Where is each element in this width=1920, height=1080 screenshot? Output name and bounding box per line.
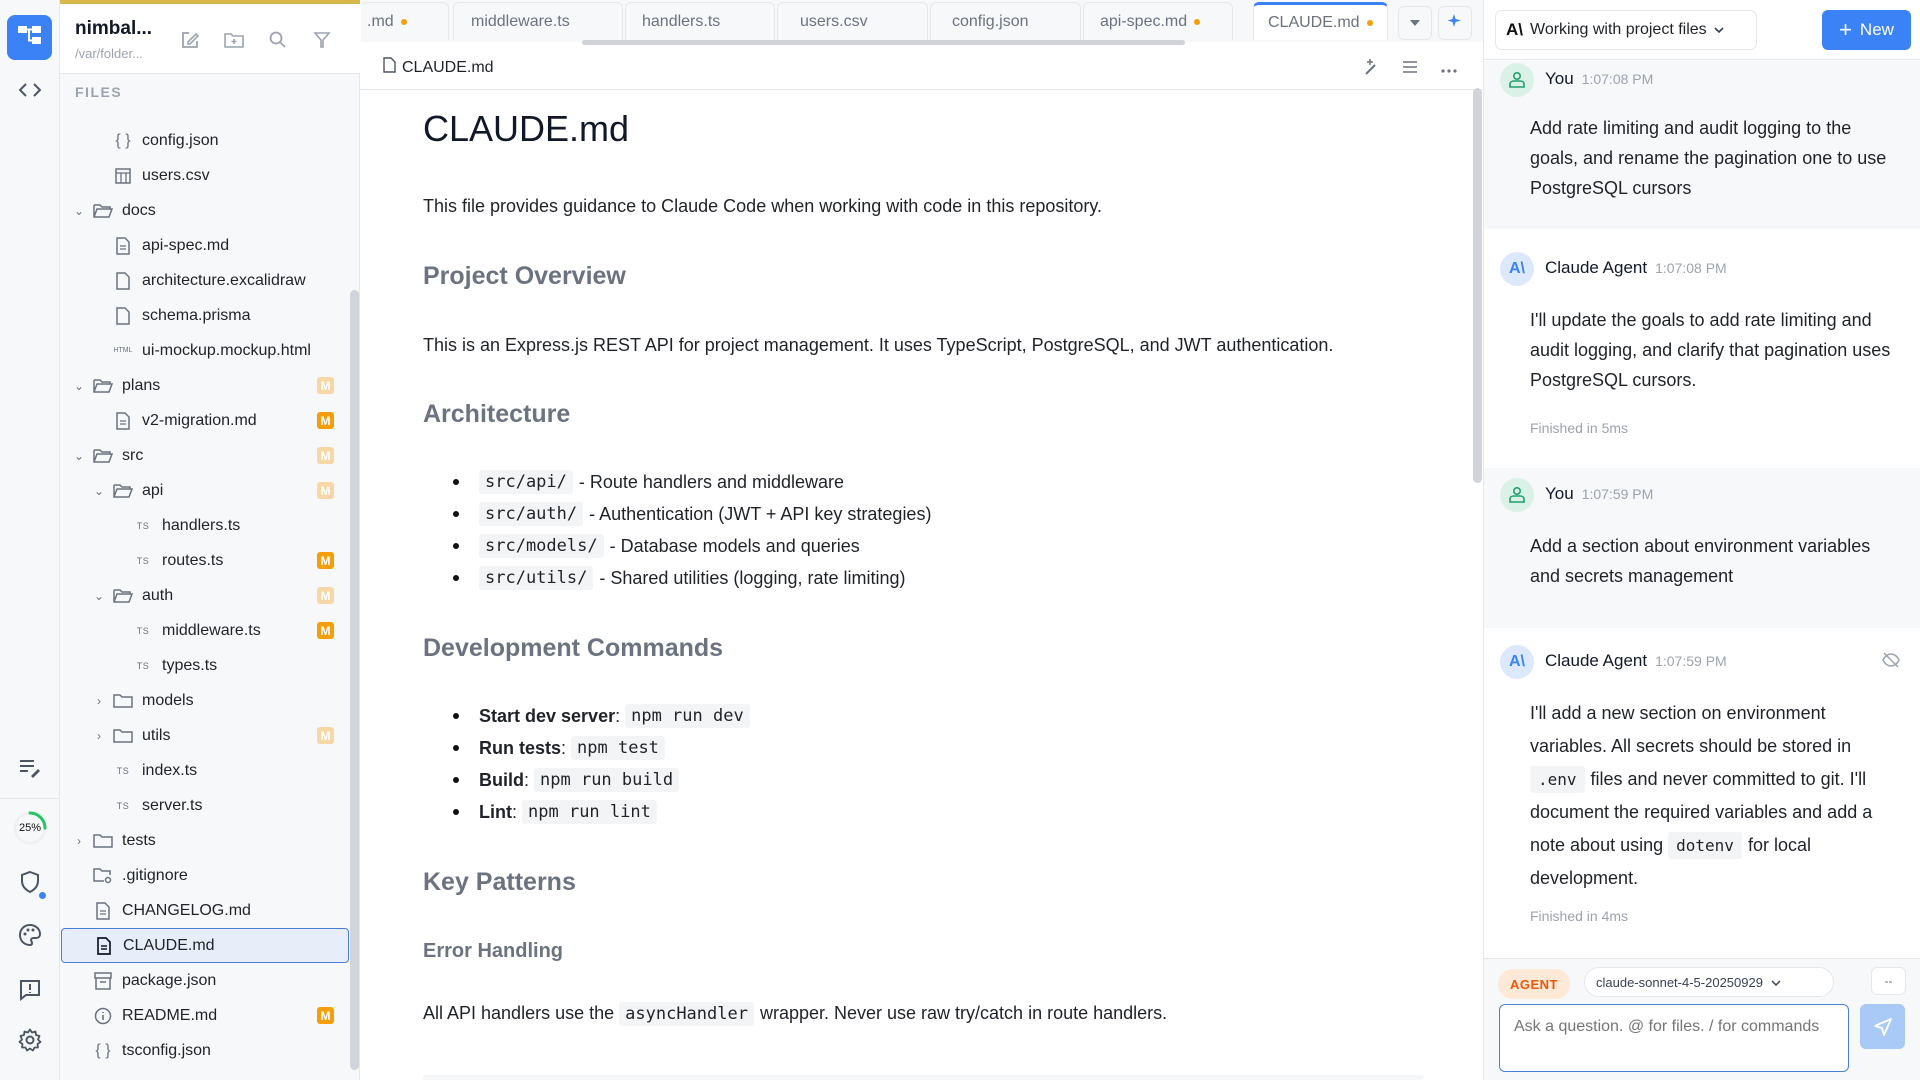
tree-item-package-json[interactable]: package.json (60, 963, 350, 998)
tree-item-middleware-ts[interactable]: TS middleware.ts M (60, 613, 350, 648)
magic-wand-button[interactable] (1357, 55, 1385, 83)
message-author: You 1:07:08 PM (1545, 69, 1654, 88)
table-icon (112, 166, 134, 186)
heading-key-patterns: Key Patterns (423, 868, 576, 896)
folder-open-icon (92, 376, 114, 396)
list-item: Lint : npm run lint (453, 800, 663, 824)
shield-icon (19, 870, 41, 899)
search-button[interactable] (264, 28, 292, 56)
message-text: I'll add a new section on environment variables. All secrets should be stored in .env files and never committed to git. I'll document the required variables and add a note about using dotenv for local development. (1530, 703, 1873, 888)
chat-message-user (1484, 61, 1920, 229)
message-text: Add rate limiting and audit logging to the goals, and rename the pagination one to use PostgreSQL cursors (1530, 118, 1887, 198)
doc-error-text: All API handlers use the asyncHandler wrapper. Never use raw try/catch in route handlers. (423, 1003, 1168, 1024)
folder-open-icon (112, 481, 134, 501)
anthropic-logo-icon: A\ (1509, 653, 1525, 670)
magic-wand-icon (1362, 58, 1380, 81)
extra-options-button[interactable]: -- (1871, 967, 1906, 995)
modified-badge: M (317, 622, 334, 639)
tree-folder-plans[interactable]: ⌄ plans M (60, 368, 350, 403)
list-edit-icon (19, 758, 41, 783)
feedback-button[interactable] (0, 970, 60, 1014)
modified-badge: M (317, 1007, 334, 1024)
list-item: src/models/ - Database models and queries (453, 534, 860, 558)
agent-avatar (1500, 252, 1534, 286)
security-button[interactable] (0, 862, 60, 906)
edit-icon (180, 30, 200, 55)
send-button[interactable] (1860, 1004, 1905, 1049)
message-time: 1:07:08 PM (1655, 260, 1727, 276)
tab-handlers-ts[interactable]: handlers.ts (625, 2, 775, 40)
code-button[interactable] (0, 70, 60, 114)
feedback-icon (19, 979, 41, 1006)
agent-avatar (1500, 645, 1534, 679)
modified-badge: M (317, 482, 334, 499)
list-icon (1402, 60, 1418, 79)
finished-status: Finished in 4ms (1530, 908, 1629, 924)
sparkle-icon (1447, 13, 1463, 34)
chat-message-agent (1484, 645, 1920, 945)
chevron-down-icon (1714, 21, 1724, 39)
chevron-down-icon (1771, 975, 1781, 990)
tree-icon (17, 24, 43, 51)
modified-badge: M (317, 727, 334, 744)
message-text: I'll update the goals to add rate limiting and audit logging, and clarify that pagination uses PostgreSQL cursors. (1530, 310, 1891, 390)
message-time: 1:07:59 PM (1581, 486, 1654, 502)
tab-list-dropdown[interactable] (1398, 6, 1432, 40)
chat-header (1484, 0, 1920, 60)
modified-badge: M (317, 552, 334, 569)
chat-message-user (1484, 468, 1920, 628)
doc-title: CLAUDE.md (423, 108, 630, 149)
folder-icon (112, 726, 134, 746)
tab-api-spec-md[interactable]: api-spec.md (1083, 2, 1233, 40)
message-author: You 1:07:59 PM (1545, 484, 1654, 503)
unsaved-dot (1367, 20, 1373, 26)
folder-open-icon (92, 446, 114, 466)
user-icon (1508, 486, 1526, 504)
activity-bar (0, 0, 60, 1080)
list-edit-button[interactable] (0, 748, 60, 792)
more-horizontal-icon (1441, 60, 1457, 78)
heading-project-overview: Project Overview (423, 262, 626, 290)
filter-icon (313, 31, 331, 54)
unsaved-dot (401, 19, 407, 25)
ai-sparkle-button[interactable] (1438, 6, 1472, 40)
chat-input[interactable] (1499, 1004, 1849, 1072)
palette-icon (18, 923, 42, 952)
project-header (60, 4, 360, 74)
settings-button[interactable] (0, 1020, 60, 1064)
project-name[interactable]: nimbal... (75, 18, 153, 39)
ts-icon: TS (136, 555, 150, 566)
folder-icon (92, 831, 114, 851)
code-block (423, 1075, 1423, 1080)
tree-item-v2-migration[interactable]: v2-migration.md M (60, 403, 350, 438)
mode-badge[interactable]: AGENT (1498, 969, 1570, 999)
editor-breadcrumb: CLAUDE.md (383, 57, 494, 78)
message-time: 1:07:59 PM (1655, 653, 1727, 669)
file-tree-scrollbar[interactable] (350, 290, 359, 1070)
file-icon (112, 271, 134, 291)
file-sidebar (60, 0, 360, 1080)
chat-message-agent (1484, 250, 1920, 450)
list-item: Start dev server : npm run dev (453, 704, 756, 728)
chevron-right-icon: › (97, 693, 101, 708)
tree-item-architecture[interactable]: architecture.excalidraw (60, 263, 350, 298)
chevron-right-icon: › (77, 833, 81, 848)
tab-md[interactable]: .md (361, 2, 449, 40)
file-text-icon (92, 901, 114, 921)
file-text-icon (112, 236, 134, 256)
chat-composer (1484, 958, 1920, 1080)
tree-item-gitignore[interactable]: .gitignore (60, 858, 350, 893)
ts-icon: TS (136, 520, 150, 531)
list-item: src/api/ - Route handlers and middleware (453, 470, 844, 494)
plus-icon: + (1839, 17, 1852, 42)
folder-open-icon (112, 586, 134, 606)
file-icon (383, 57, 396, 78)
heading-error-handling: Error Handling (423, 940, 564, 962)
editor-scrollbar[interactable] (1473, 88, 1482, 483)
theme-button[interactable] (0, 915, 60, 959)
markdown-preview[interactable] (361, 90, 1473, 1080)
filter-button[interactable] (308, 28, 336, 56)
file-icon (112, 306, 134, 326)
user-icon (1508, 71, 1526, 89)
tree-item-claude-md[interactable]: CLAUDE.md (61, 928, 349, 963)
message-author: Claude Agent 1:07:59 PM (1545, 651, 1727, 670)
chat-panel (1483, 0, 1920, 1080)
tab-config-json[interactable]: config.json (930, 2, 1081, 40)
editor-tabbar (361, 0, 1483, 42)
tree-item-index-ts[interactable]: TS index.ts (60, 753, 350, 788)
tab-middleware-ts[interactable]: middleware.ts (453, 2, 623, 40)
code-icon (19, 82, 41, 103)
tree-folder-utils[interactable]: › utils M (60, 718, 350, 753)
modified-badge: M (317, 447, 334, 464)
tree-item-schema-prisma[interactable]: schema.prisma (60, 298, 350, 333)
list-item: src/auth/ - Authentication (JWT + API key strategies) (453, 502, 931, 526)
security-notification-dot (39, 892, 46, 899)
tree-item-ui-mockup[interactable]: HTML ui-mockup.mockup.html (113, 341, 311, 359)
tree-folder-models[interactable]: › models (60, 683, 350, 718)
message-author: Claude Agent 1:07:08 PM (1545, 258, 1727, 277)
info-icon (92, 1006, 114, 1026)
tree-folder-docs[interactable]: ⌄ docs (73, 201, 156, 219)
chevron-down-icon: ⌄ (73, 448, 85, 463)
heading-architecture: Architecture (423, 400, 571, 428)
tree-item-config-json[interactable]: { } config.json (60, 123, 350, 158)
tree-item-readme[interactable]: README.md M (60, 998, 350, 1033)
tree-item-server-ts[interactable]: TS server.ts (60, 788, 350, 823)
folder-plus-icon (223, 31, 245, 54)
new-file-button[interactable] (176, 28, 204, 56)
heading-development-commands: Development Commands (423, 634, 724, 662)
search-icon (268, 30, 288, 55)
gear-icon (18, 1028, 42, 1057)
tree-item-types-ts[interactable]: TS types.ts (60, 648, 350, 683)
editor-header (361, 45, 1483, 90)
file-text-icon (93, 936, 115, 956)
archive-icon (92, 971, 114, 991)
more-options-button[interactable] (1435, 55, 1463, 83)
project-path: /var/folder... (75, 46, 143, 61)
tree-item-routes-ts[interactable]: TS routes.ts M (60, 543, 350, 578)
user-avatar (1500, 63, 1534, 97)
chevron-down-icon: ⌄ (73, 378, 85, 393)
file-explorer-button[interactable] (7, 15, 52, 60)
eye-off-icon (1881, 651, 1901, 669)
tree-folder-src[interactable]: ⌄ src M (60, 438, 350, 473)
ts-icon: TS (136, 660, 150, 671)
tree-item-tsconfig[interactable]: { } tsconfig.json (60, 1033, 350, 1068)
doc-intro: This file provides guidance to Claude Code when working with code in this repository. (423, 196, 1103, 216)
new-chat-button[interactable]: + New (1822, 10, 1911, 50)
tree-item-api-spec-md[interactable]: api-spec.md (60, 228, 350, 263)
hide-thinking-button[interactable] (1881, 651, 1901, 674)
list-item: src/utils/ - Shared utilities (logging, rate limiting) (453, 566, 906, 590)
anthropic-logo-icon: A\ (1506, 20, 1523, 39)
outline-button[interactable] (1396, 55, 1424, 83)
ts-icon: TS (136, 625, 150, 636)
braces-icon: { } (115, 131, 131, 149)
unsaved-dot (1194, 19, 1200, 25)
progress-label: 25% (18, 822, 42, 834)
folder-open-icon (92, 201, 114, 221)
folder-gear-icon (92, 866, 114, 886)
user-avatar (1500, 478, 1534, 512)
html-icon: HTML (113, 347, 133, 354)
braces-icon: { } (95, 1041, 111, 1059)
list-item: Build : npm run build (453, 768, 685, 792)
modified-badge: M (317, 587, 334, 604)
message-text: Add a section about environment variables and secrets management (1530, 536, 1871, 586)
tree-folder-api[interactable]: ⌄ api M (60, 473, 350, 508)
session-dropdown[interactable]: A\ Working with project files (1495, 10, 1757, 50)
tree-folder-auth[interactable]: ⌄ auth M (60, 578, 350, 613)
tree-item-users-csv[interactable]: users.csv (60, 158, 350, 193)
folder-icon (112, 691, 134, 711)
model-select[interactable]: claude-sonnet-4-5-20250929 (1584, 967, 1834, 997)
tree-folder-tests[interactable]: › tests (60, 823, 350, 858)
file-text-icon (112, 411, 134, 431)
files-section-label: FILES (75, 84, 123, 100)
send-icon (1873, 1017, 1893, 1037)
tab-claude-md[interactable]: CLAUDE.md (1253, 2, 1388, 40)
ts-icon: TS (116, 765, 130, 776)
anthropic-logo-icon: A\ (1509, 260, 1525, 277)
tab-users-csv[interactable]: users.csv (777, 2, 928, 40)
ts-icon: TS (116, 800, 130, 811)
modified-badge: M (317, 377, 334, 394)
new-folder-button[interactable] (220, 28, 248, 56)
tree-item-handlers-ts[interactable]: TS handlers.ts (60, 508, 350, 543)
tree-item-changelog[interactable]: CHANGELOG.md (60, 893, 350, 928)
chevron-down-icon: ⌄ (93, 483, 105, 498)
chevron-down-icon: ⌄ (73, 203, 85, 218)
finished-status: Finished in 5ms (1530, 420, 1629, 436)
message-time: 1:07:08 PM (1581, 71, 1654, 87)
doc-overview-text: This is an Express.js REST API for project management. It uses TypeScript, PostgreSQL, and JWT authentication. (423, 335, 1334, 355)
caret-down-icon (1409, 14, 1421, 32)
list-item: Run tests : npm test (453, 736, 671, 760)
chevron-down-icon: ⌄ (93, 588, 105, 603)
chevron-right-icon: › (97, 728, 101, 743)
modified-badge: M (317, 412, 334, 429)
